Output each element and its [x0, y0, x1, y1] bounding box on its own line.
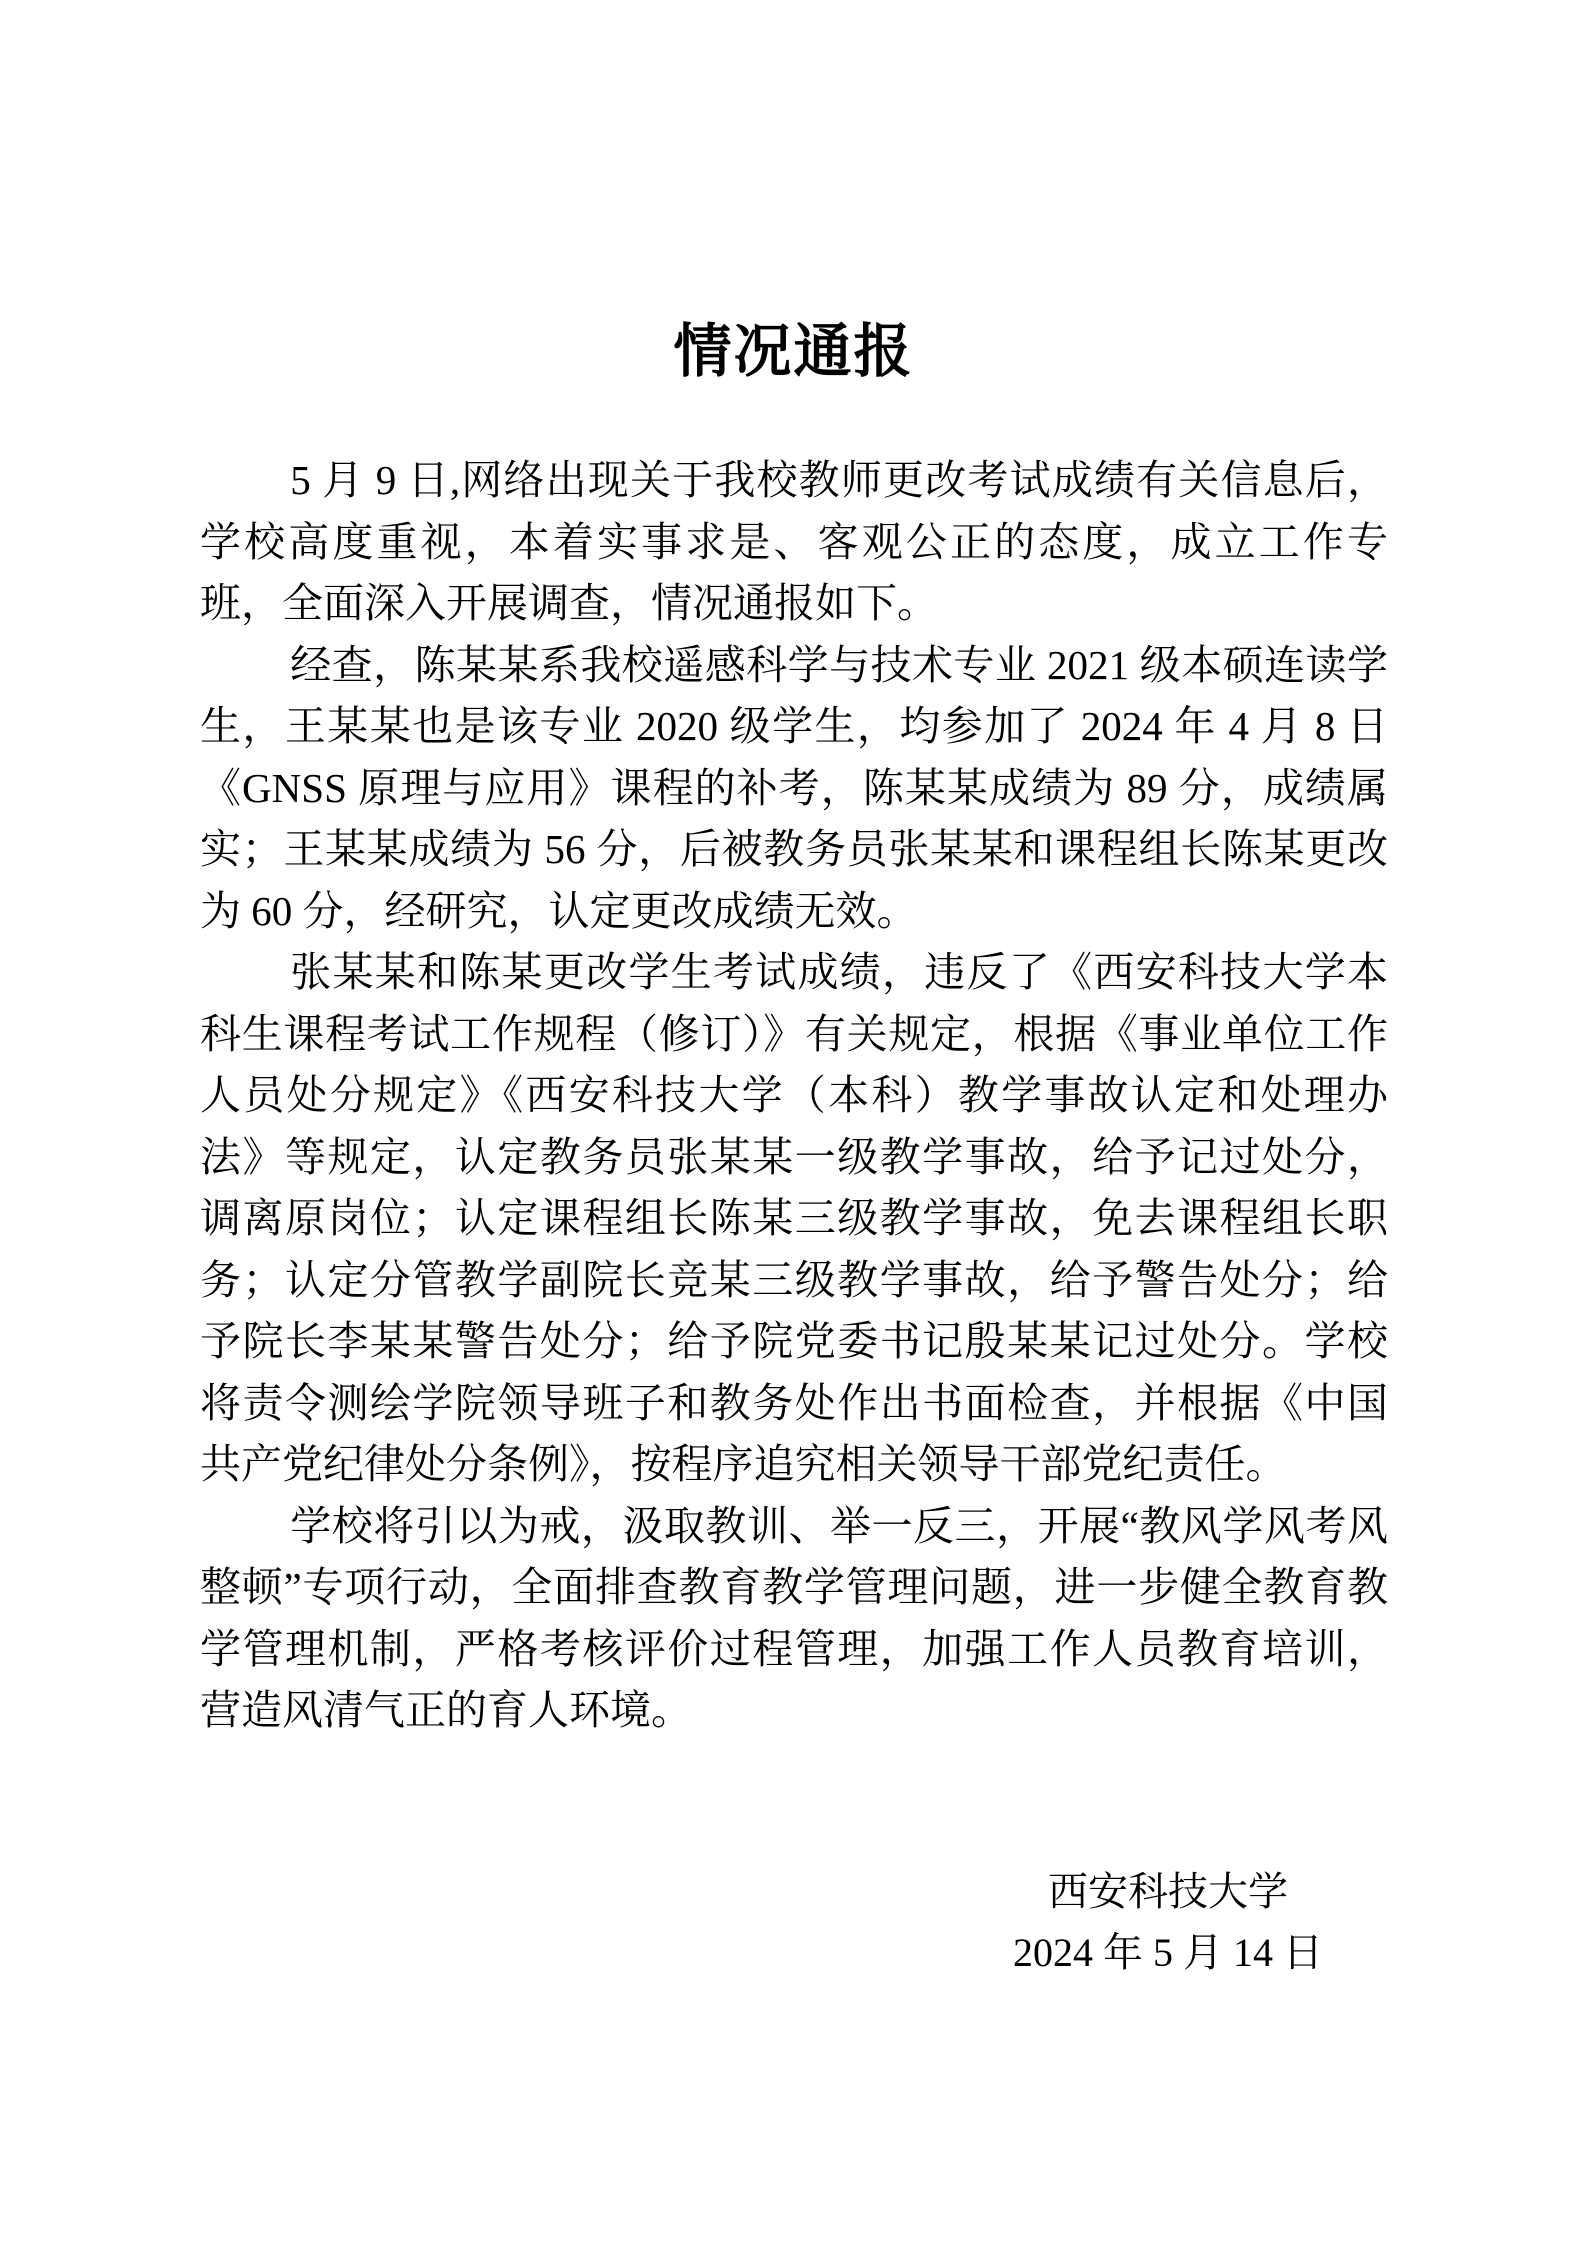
- document-title: 情况通报: [673, 319, 914, 384]
- paragraph-measures: 学校将引以为戒，汲取教训、举一反三，开展“教风学风考风整顿”专项行动，全面排查教育教学管理问题，进一步健全教育教学管理机制，严格考核评价过程管理，加强工作人员教育培训，营造风清气正的育人环境。: [200, 1502, 1388, 1733]
- paragraph-findings: 经查，陈某某系我校遥感科学与技术专业 2021 级本硕连读学生，王某某也是该专业 2020 级学生，均参加了 2024 年 4 月 8 日《GNSS 原理与应用》课程的补考，陈某某成绩为 89 分，成绩属实；王某某成绩为 56 分，后被教务员张某某和课程组长陈某更改为 60 分，经研究，认定更改成绩无效。: [200, 641, 1388, 934]
- paragraph-sanctions: 张某某和陈某更改学生考试成绩，违反了《西安科技大学本科生课程考试工作规程（修订）》有关规定，根据《事业单位工作人员处分规定》《西安科技大学（本科）教学事故认定和处理办法》等规定，认定教务员张某某一级教学事故，给予记过处分，调离原岗位；认定课程组长陈某三级教学事故，免去课程组长职务；认定分管教学副院长竞某三级教学事故，给予警告处分；给予院长李某某警告处分；给予院党委书记殷某某记过处分。学校将责令测绘学院领导班子和教务处作出书面检查，并根据《中国共产党纪律处分条例》，按程序追究相关领导干部党纪责任。: [200, 949, 1388, 1487]
- signature-organization: 西安科技大学: [1048, 1868, 1288, 1914]
- signature-block: [968, 1861, 1368, 1984]
- signature-date: 2024 年 5 月 14 日: [1013, 1930, 1323, 1975]
- paragraph-intro: 5 月 9 日,网络出现关于我校教师更改考试成绩有关信息后，学校高度重视，本着实事求是、客观公正的态度，成立工作专班，全面深入开展调查，情况通报如下。: [200, 457, 1388, 626]
- document-body: [200, 450, 1388, 1984]
